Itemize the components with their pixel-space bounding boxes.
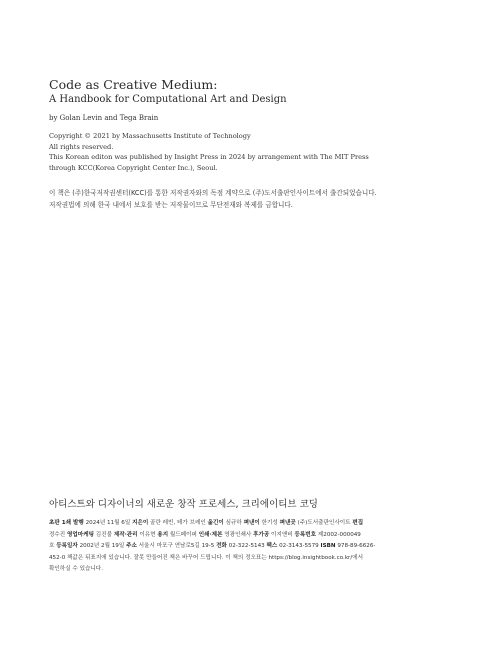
- colophon-value: 김진불: [94, 531, 114, 538]
- colophon-value: 02-322-5143: [226, 543, 267, 550]
- colophon-line: [49, 518, 459, 530]
- colophon-value: 제2002-000049: [316, 531, 361, 538]
- colophon-key: 펴낸이: [243, 520, 260, 526]
- colophon-line: [49, 530, 459, 542]
- colophon-value: 월드페이퍼: [168, 531, 199, 538]
- colophon-key: 전화: [216, 543, 227, 550]
- colophon-value: 영광인쇄사: [222, 531, 254, 538]
- colophon-key: 지은이: [132, 520, 149, 526]
- colophon-line: [49, 541, 459, 553]
- colophon-value: 978-89-6626-: [335, 543, 376, 550]
- colophon-value: 이유현: [137, 531, 158, 538]
- colophon-value: 서울시 마포구 연남로5길 19-5: [136, 543, 217, 550]
- colophon-key: 편집: [352, 520, 364, 526]
- colophon-value: 2002년 2월 19일: [77, 543, 127, 550]
- colophon-key: 등록번호: [294, 531, 317, 538]
- colophon-value: 이지앤비: [269, 531, 295, 538]
- notice-line: 저작권법에 의해 한국 내에서 보호를 받는 저작물이므로 무단전재와 복제를 금합니다.: [49, 201, 293, 209]
- colophon-key: 용지: [157, 531, 169, 538]
- colophon-key: 팩스: [266, 543, 278, 550]
- colophon-value: 정수진: [49, 531, 67, 538]
- colophon: [49, 518, 459, 576]
- colophon-value: 한기성: [259, 520, 280, 526]
- colophon-key: 제작·관리: [113, 531, 138, 538]
- colophon-key: 초판 1쇄 발행: [49, 520, 84, 526]
- copyright-block: [49, 131, 369, 173]
- agency-line: through KCC(Korea Copyright Center Inc.), Seoul.: [49, 163, 218, 172]
- colophon-value: 02-3143-5579: [277, 543, 321, 550]
- colophon-value: 2024년 11월 6일: [83, 520, 133, 526]
- colophon-key: 인쇄·제본: [198, 531, 223, 538]
- colophon-value: (주)도서출판인사이트: [295, 520, 353, 526]
- colophon-value: 골란 레빈, 테가 브레인: [148, 520, 208, 526]
- colophon-key: 주소: [126, 543, 137, 550]
- colophon-line: 확인하실 수 있습니다.: [49, 566, 103, 573]
- colophon-key: 후가공: [253, 531, 270, 538]
- colophon-key: 펴낸곳: [279, 520, 296, 526]
- korean-book-title: 아티스트와 디자이너의 새로운 창작 프로세스, 크리에이티브 코딩: [49, 499, 318, 510]
- edition-line: This Korean editon was published by Insight Press in 2024 by arrangement with The MIT Press: [49, 153, 369, 161]
- colophon-key: 등록일자: [56, 543, 78, 550]
- book-subtitle: A Handbook for Computational Art and Design: [49, 94, 287, 105]
- book-title: Code as Creative Medium:: [49, 77, 218, 92]
- colophon-key: ISBN: [320, 543, 336, 550]
- korean-rights-notice: [49, 187, 459, 211]
- colophon-value: 호: [49, 543, 57, 550]
- copyright-line: Copyright © 2021 by Massachusetts Institute of Technology: [49, 132, 251, 140]
- rights-line: All rights reserved.: [49, 142, 114, 151]
- notice-line: 이 책은 (주)한국저작권센터(KCC)를 통한 저작권자와의 독점 계약으로 (주)도서출판인사이트에서 출간되었습니다.: [49, 189, 377, 197]
- colophon-value: 심규하: [223, 520, 244, 526]
- colophon-key: 영업마케팅: [67, 531, 95, 538]
- book-authors: by Golan Levin and Tega Brain: [49, 114, 159, 122]
- colophon-key: 옮긴이: [207, 520, 224, 526]
- colophon-line: 452-0 책값은 뒤표지에 있습니다. 잘못 만들어진 책은 바꾸어 드립니다. 이 책의 정오표는 https://blog.insightbook.co.kr/에서: [49, 554, 364, 561]
